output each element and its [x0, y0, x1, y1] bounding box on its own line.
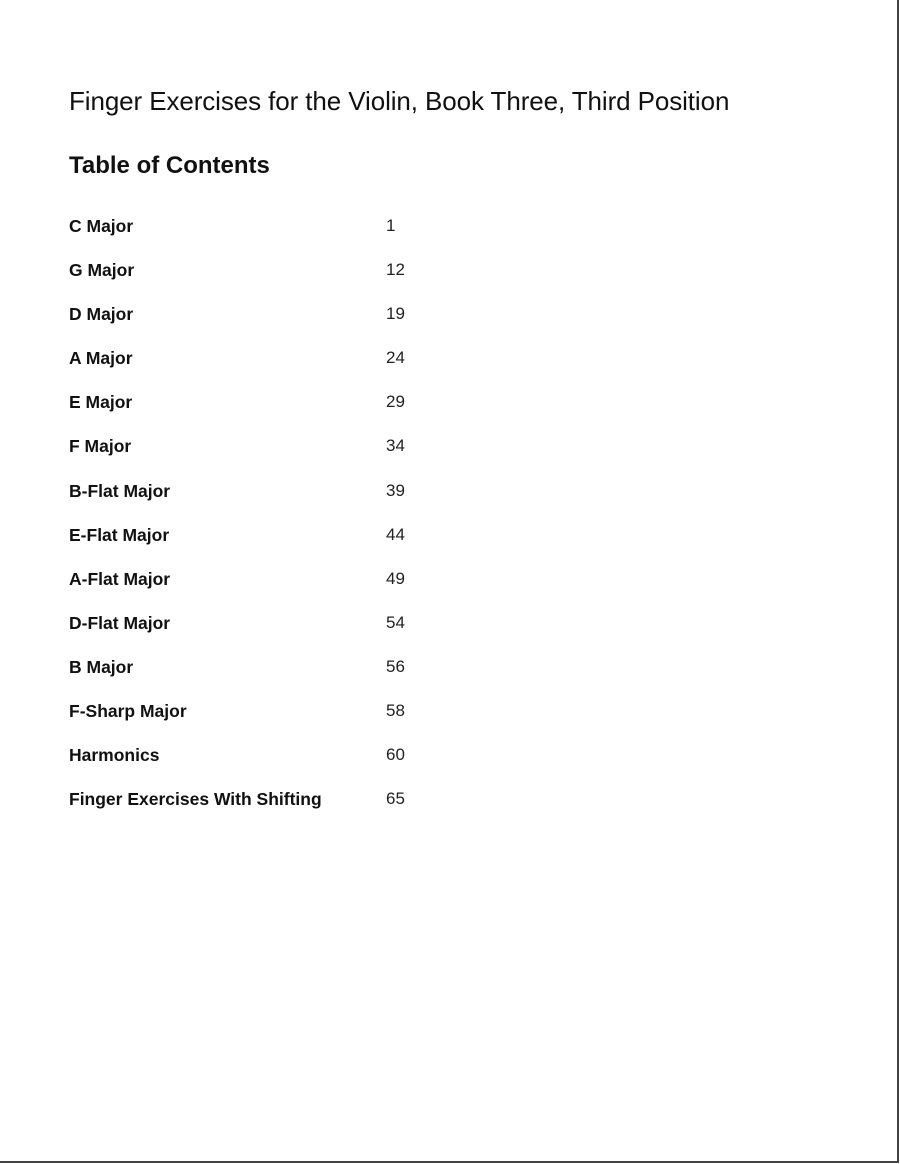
toc-entry-page: 60: [386, 745, 405, 765]
toc-entry-title: E Major: [69, 392, 133, 413]
toc-entry-f-major[interactable]: [69, 436, 489, 480]
toc-entry-e-flat-major[interactable]: [69, 525, 489, 569]
toc-entry-page: 39: [386, 480, 405, 500]
toc-entry-title: A Major: [69, 348, 133, 369]
toc-entry-a-flat-major[interactable]: [69, 569, 489, 613]
toc-entry-title: A-Flat Major: [69, 568, 171, 589]
toc-entry-title: Harmonics: [69, 745, 160, 766]
toc-entry-title: Finger Exercises With Shifting: [69, 789, 322, 810]
toc-entry-d-flat-major[interactable]: [69, 613, 489, 657]
toc-entry-page: 58: [386, 701, 405, 721]
toc-entry-page: 65: [386, 789, 405, 809]
toc-entry-b-flat-major[interactable]: [69, 481, 489, 525]
toc-entry-page: 12: [386, 260, 405, 280]
toc-entry-d-major[interactable]: [69, 304, 489, 348]
toc-entry-title: F Major: [69, 436, 132, 457]
toc-entry-a-major[interactable]: [69, 348, 489, 392]
toc-entry-title: C Major: [69, 216, 134, 236]
toc-entry-finger-exercises-with-shifting[interactable]: [69, 789, 489, 833]
toc-list: [69, 216, 489, 833]
toc-entry-page: 44: [386, 524, 405, 544]
toc-entry-title: D Major: [69, 304, 134, 325]
toc-entry-page: 49: [386, 568, 405, 588]
toc-entry-title: B Major: [69, 656, 134, 677]
toc-entry-page: 29: [386, 392, 405, 412]
toc-entry-page: 56: [386, 656, 405, 676]
book-title: Finger Exercises for the Violin, Book Three, Third Position: [69, 86, 730, 116]
toc-entry-harmonics[interactable]: [69, 745, 489, 789]
toc-entry-b-major[interactable]: [69, 657, 489, 701]
toc-entry-title: D-Flat Major: [69, 612, 171, 633]
toc-entry-page: 34: [386, 436, 405, 456]
toc-entry-title: B-Flat Major: [69, 480, 171, 501]
toc-entry-g-major[interactable]: [69, 260, 489, 304]
toc-heading: Table of Contents: [69, 152, 270, 179]
toc-entry-page: 54: [386, 612, 405, 632]
toc-entry-page: 1: [386, 216, 396, 235]
toc-entry-page: 19: [386, 304, 405, 324]
toc-entry-page: 24: [386, 348, 405, 368]
toc-entry-c-major[interactable]: [69, 216, 489, 260]
toc-entry-f-sharp-major[interactable]: [69, 701, 489, 745]
toc-entry-title: F-Sharp Major: [69, 701, 187, 722]
toc-entry-title: G Major: [69, 260, 135, 281]
toc-entry-title: E-Flat Major: [69, 524, 170, 545]
toc-entry-e-major[interactable]: [69, 392, 489, 436]
